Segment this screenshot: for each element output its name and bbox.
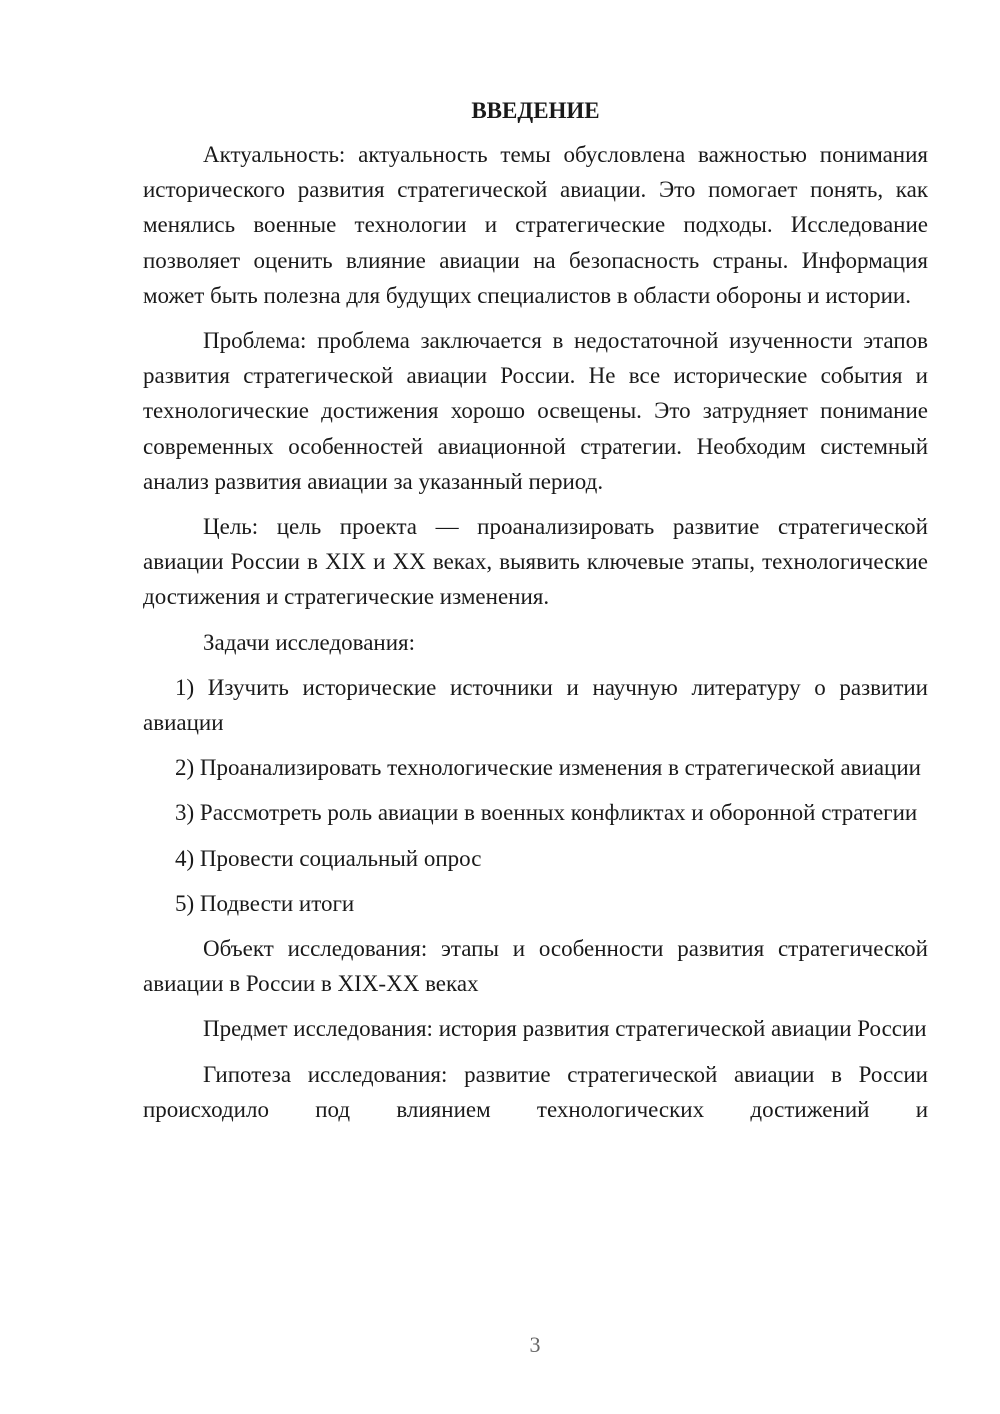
object-paragraph: Объект исследования: этапы и особенности развития стратегической авиации в России в XIX-XX веках bbox=[143, 936, 928, 997]
task-item: 5) Подвести итоги bbox=[175, 890, 355, 916]
task-item: 3) Рассмотреть роль авиации в военных конфликтах и оборонной стратегии bbox=[175, 800, 918, 826]
task-item: 2) Проанализировать технологические изменения в стратегической авиации bbox=[175, 755, 921, 781]
problem-paragraph: Проблема: проблема заключается в недостаточной изученности этапов развития стратегической авиации России. Не все исторические события и технологические достижения хорошо освещены. Это затрудняет понимание современных особенностей авиационной стратегии. Необходим системный анализ развития авиации за указанный период. bbox=[143, 328, 928, 494]
relevance-paragraph: Актуальность: актуальность темы обусловлена важностью понимания исторического развития стратегической авиации. Это помогает понять, как менялись военные технологии и стратегические подходы. Исследование позволяет оценить влияние авиации на безопасность страны. Информация может быть полезна для будущих специалистов в области обороны и истории. bbox=[143, 142, 928, 308]
page-title: ВВЕДЕНИЕ bbox=[471, 98, 600, 123]
task-item: 4) Провести социальный опрос bbox=[175, 845, 482, 871]
hypothesis-paragraph: Гипотеза исследования: развитие стратегической авиации в России происходило под влиянием технологических достижений и bbox=[143, 1061, 928, 1122]
tasks-heading: Задачи исследования: bbox=[203, 629, 416, 655]
goal-paragraph: Цель: цель проекта — проанализировать развитие стратегической авиации России в XIX и XX веках, выявить ключевые этапы, технологические достижения и стратегические изменения. bbox=[143, 514, 928, 610]
task-item: 1) Изучить исторические источники и научную литературу о развитии авиации bbox=[143, 674, 928, 736]
subject-paragraph: Предмет исследования: история развития стратегической авиации России bbox=[203, 1016, 927, 1042]
document-body bbox=[143, 95, 928, 1137]
page-number: 3 bbox=[529, 1332, 541, 1357]
